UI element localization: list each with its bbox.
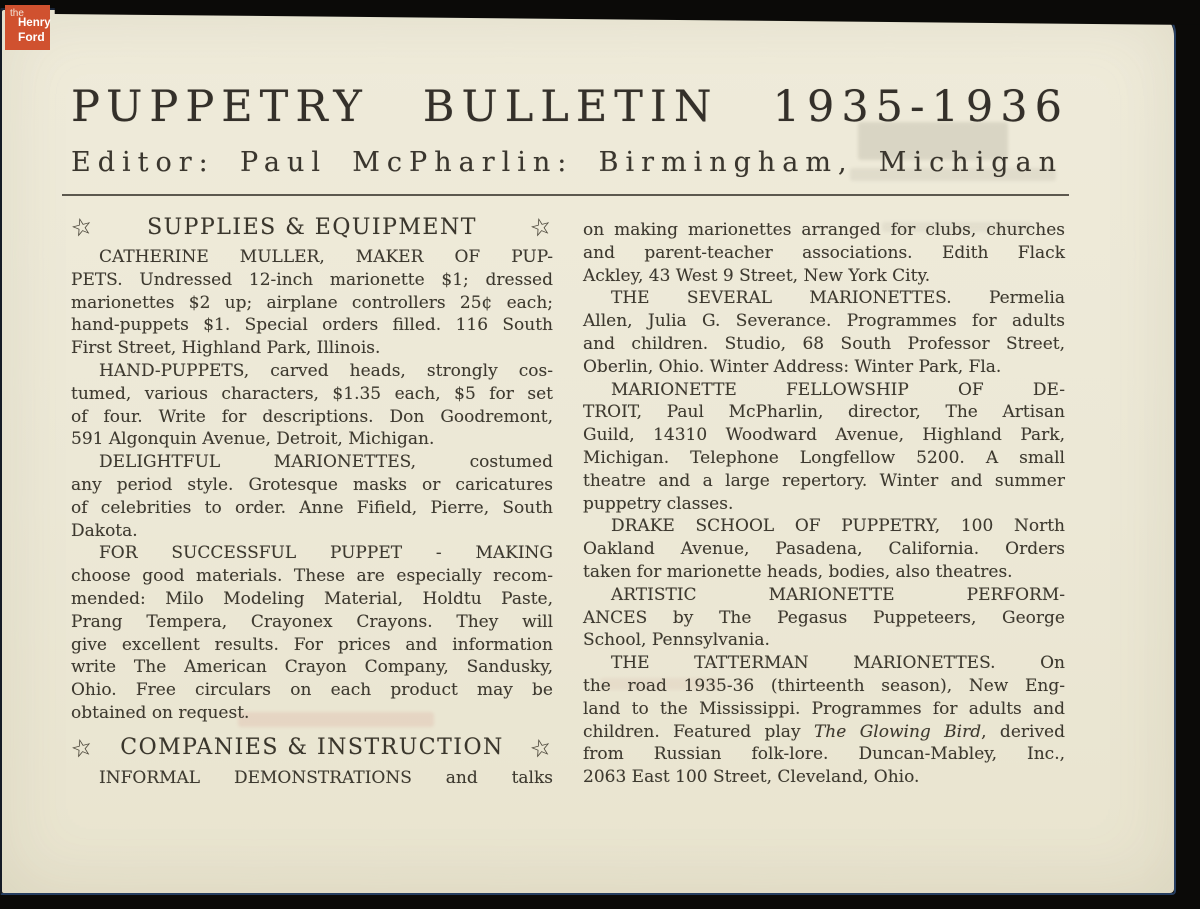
star-icon: ☆ — [67, 731, 98, 765]
text-line: on making marionettes arranged for clubs, churches — [583, 220, 1065, 240]
paragraph — [71, 360, 553, 451]
editor-line: Editor: Paul McPharlin: Birmingham, Michigan — [71, 147, 1063, 178]
text-line: of celebrities to order. Anne Fifield, Pierre, South — [71, 497, 553, 518]
text-line: DRAKE SCHOOL OF PUPPETRY, 100 North — [611, 516, 1065, 537]
text-line: Guild, 14310 Woodward Avenue, Highland Park, — [583, 425, 1065, 446]
text-line: land to the Mississippi. Programmes for adults and — [583, 698, 1065, 719]
text-line: INFORMAL DEMONSTRATIONS and talks — [99, 767, 553, 788]
text-line: hand-puppets $1. Special orders filled. 116 South — [71, 315, 553, 336]
section-heading — [67, 731, 557, 765]
text-line: Ohio. Free circulars on each product may be — [71, 680, 553, 701]
text-line: FOR SUCCESSFUL PUPPET - MAKING — [99, 543, 553, 564]
text-line: tumed, various characters, $1.35 each, $5 for set — [71, 383, 553, 404]
paragraph — [583, 287, 1065, 378]
text-line: theatre and a large repertory. Winter and summer — [583, 470, 1065, 491]
text-line: HAND-PUPPETS, carved heads, strongly cos- — [99, 360, 553, 381]
text-line: of four. Write for descriptions. Don Goodremont, — [71, 406, 553, 427]
text-line: obtained on request. — [71, 702, 250, 723]
paragraph — [583, 219, 1065, 287]
star-icon: ☆ — [67, 210, 98, 244]
section-heading — [67, 210, 557, 244]
text-line: MARIONETTE FELLOWSHIP OF DE- — [611, 379, 1065, 400]
text-line: PETS. Undressed 12-inch marionette $1; dressed — [71, 269, 553, 290]
paragraph — [583, 515, 1065, 583]
paragraph — [71, 246, 553, 360]
logo-text-the: the — [10, 8, 24, 19]
text-line: Michigan. Telephone Longfellow 5200. A small — [583, 447, 1065, 468]
text-line: Oakland Avenue, Pasadena, California. Orders — [583, 539, 1065, 560]
text-line: Ackley, 43 West 9 Street, New York City. — [583, 265, 931, 286]
henry-ford-logo — [5, 5, 50, 50]
paragraph — [583, 652, 1065, 789]
star-icon: ☆ — [526, 210, 557, 244]
italic-play-title: The Glowing Bird — [813, 721, 982, 742]
text-line: Dakota. — [71, 520, 138, 541]
text-line: and children. Studio, 68 South Professor Street, — [583, 333, 1065, 354]
text-line: Oberlin, Ohio. Winter Address: Winter Park, Fla. — [583, 356, 1002, 377]
text-line: write The American Crayon Company, Sandusky, — [71, 657, 553, 678]
text-line: THE SEVERAL MARIONETTES. Permelia — [611, 288, 1065, 309]
text-line: give excellent results. For prices and information — [71, 634, 553, 655]
divider-rule — [62, 194, 1069, 196]
text-line: the road 1935-36 (thirteenth season), New Eng- — [583, 675, 1065, 696]
text-line: ANCES by The Pegasus Puppeteers, George — [583, 607, 1065, 628]
section-heading-label: SUPPLIES & EQUIPMENT — [147, 214, 477, 240]
page-title: PUPPETRY BULLETIN 1935-1936 — [71, 82, 1069, 132]
text-line: any period style. Grotesque masks or caricatures — [71, 474, 553, 495]
text-line: School, Pennsylvania. — [583, 630, 770, 651]
text-line: choose good materials. These are especially recom- — [71, 566, 553, 587]
text-line: taken for marionette heads, bodies, also theatres. — [583, 561, 1013, 582]
text-segment: children. Featured play — [583, 721, 814, 742]
text-line — [583, 721, 1065, 744]
paragraph — [71, 451, 553, 542]
text-line: ARTISTIC MARIONETTE PERFORM- — [611, 584, 1065, 605]
right-column — [583, 212, 1065, 789]
text-line: 2063 East 100 Street, Cleveland, Ohio. — [583, 767, 920, 788]
paragraph — [583, 379, 1065, 516]
text-segment: , derived — [981, 721, 1065, 742]
text-line: mended: Milo Modeling Material, Holdtu Paste, — [71, 588, 553, 609]
left-column — [67, 210, 557, 790]
text-line: Prang Tempera, Crayonex Crayons. They will — [71, 611, 553, 632]
star-icon: ☆ — [526, 731, 557, 765]
text-line: THE TATTERMAN MARIONETTES. On — [611, 653, 1065, 674]
text-line: Allen, Julia G. Severance. Programmes for adults — [583, 311, 1065, 332]
logo-text-ford: Ford — [18, 30, 45, 44]
text-line: 591 Algonquin Avenue, Detroit, Michigan. — [71, 429, 435, 450]
text-line: TROIT, Paul McPharlin, director, The Artisan — [583, 402, 1065, 423]
section-heading-label: COMPANIES & INSTRUCTION — [120, 735, 504, 761]
text-line: First Street, Highland Park, Illinois. — [71, 338, 381, 359]
text-line: and parent-teacher associations. Edith Flack — [583, 242, 1065, 263]
logo-text-henry: Henry — [18, 17, 51, 29]
paragraph — [71, 767, 553, 790]
paragraph — [583, 584, 1065, 652]
text-line: from Russian folk-lore. Duncan-Mabley, Inc., — [583, 744, 1065, 765]
text-line: CATHERINE MULLER, MAKER OF PUP- — [99, 247, 553, 267]
text-line: marionettes $2 up; airplane controllers 25¢ each; — [71, 292, 553, 313]
text-line: puppetry classes. — [583, 493, 734, 514]
text-line: DELIGHTFUL MARIONETTES, costumed — [99, 452, 553, 473]
paragraph — [71, 542, 553, 724]
